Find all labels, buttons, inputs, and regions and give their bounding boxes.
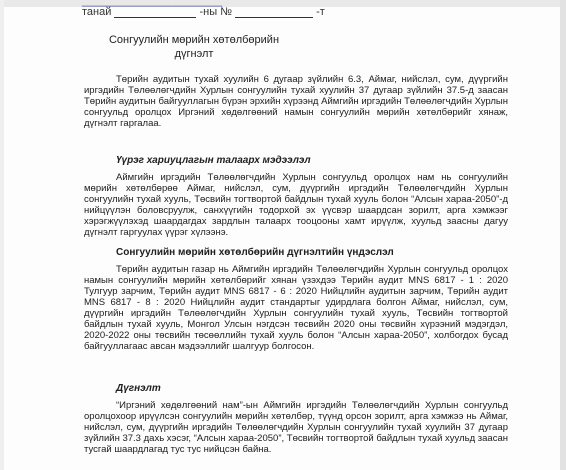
address-mid: -ны №: [199, 6, 233, 18]
address-blank-1: [114, 7, 196, 18]
subject-block: [104, 33, 284, 61]
basis-paragraph: Төрийн аудитын газар нь Аймгийн иргэдийн Төлөөлөгчдийн Хурлын сонгуульд оролцох намын сонгуулийн мөрийн хөтөлбөрийг хянан үзэхдээ Төрийн аудит MNS 6817 - 1 : 2020 Тулгуур зарчим, Төрийн аудит MNS 6817 - 6 : 2020 Нийцлийн аудитын зарчим, Төрийн аудит MNS 6817 - 8 : 2020 Нийцлийн аудит стандартыг удирдлага болгон Аймаг, нийслэл, сум, дүүргийн иргэдийн Төлөөлөгчдийн Хурлын сонгуулийн тухай хууль, Төсвийн тогтвортой байдлын тухай хууль, Монгол Улсын нэгдсэн төсвийн 2020 оны төсвийн хүрээний мэдэгдэл, 2020-2022 оны төсвийн төсөөллийн тухай хууль болон “Алсын хараа-2050”, холбогдох бусад байгууллагаас авсан мэдээллийг шалгуур болгосон.: [84, 264, 508, 352]
conclusion-paragraph: “Иргэний хөдөлгөөний нам”-ын Аймгийн иргэдийн Төлөөлөгчдийн Хурлын сонгуульд оролцохоор ирүүлсэн сонгуулийн мөрийн хөтөлбөр, түүнд орсон зорилт, арга хэмжээ нь Аймаг, нийслэл, сум, дүүргийн иргэдийн Төлөөлөгчдийн Хурлын сонгуулийн тухай хуулийн 37 дугаар зүйлийн 37.3 дахь хэсэг, “Алсын хараа-2050”, Төсвийн тогтвортой байдлын тухай хуульд заасан тусгай шаардлагад тус тус нийцсэн байна.: [84, 400, 508, 455]
header-fragment: _____________________: [82, 0, 223, 7]
section-heading-responsibility: Үүрэг хариуцлагын талаарх мэдээлэл: [116, 155, 311, 166]
responsibility-paragraph: Аймгийн иргэдийн Төлөөлөгчдийн Хурлын сонгуульд оролцох нам нь сонгуулийн мөрийн хөтөлбөрөө Аймаг, нийслэл, сум, дүүргийн иргэдийн Төлөөлөгчдийн Хурлын сонгуулийн тухай хууль, Төсвийн тогтвортой байдлын тухай хууль болон “Алсын хараа-2050”-д нийцүүлэн боловсруулж, санхүүгийн тодорхой эх үүсвэр шаардсан зорилт, арга хэмжээг хэрэгжүүлэхэд шаардагдах зардлын талаарх тооцооны хамт ирүүлж, хуульд заасны дагуу дүгнэлт гаргуулах үүрэг хүлээнэ.: [84, 172, 508, 238]
subject-line-2: дүгнэлт: [174, 48, 214, 60]
address-prefix: танай: [82, 6, 112, 18]
section-heading-conclusion: Дүгнэлт: [116, 383, 161, 394]
subject-line-1: Сонгуулийн мөрийн хөтөлбөрийн: [108, 34, 280, 46]
intro-paragraph: Төрийн аудитын тухай хуулийн 6 дугаар зүйлийн 6.3, Аймаг, нийслэл, сум, дүүргийн иргэдийн Төлөөлөгчдийн Хурлын сонгуулийн тухай хуулийн 37 дугаар зүйлийн 37.5-д заасан Төрийн аудитын байгууллагын бүрэн эрхийн хүрээнд Аймгийн иргэдийн Төлөөлөгчдийн Хурлын сонгуульд оролцох Иргэний хөдөлгөөний намын сонгуулийн мөрийн хөтөлбөрийг хянаж, дүгнэлт гаргалаа.: [84, 74, 508, 129]
address-line: [82, 6, 325, 18]
scan-left-edge: [0, 0, 4, 470]
section-heading-basis: Сонгуулийн мөрийн хөтөлбөрийн дүгнэлтийн үндэслэл: [116, 247, 394, 258]
address-blank-2: [235, 7, 313, 18]
address-suffix: -т: [316, 6, 325, 18]
scan-right-edge: [560, 0, 566, 470]
